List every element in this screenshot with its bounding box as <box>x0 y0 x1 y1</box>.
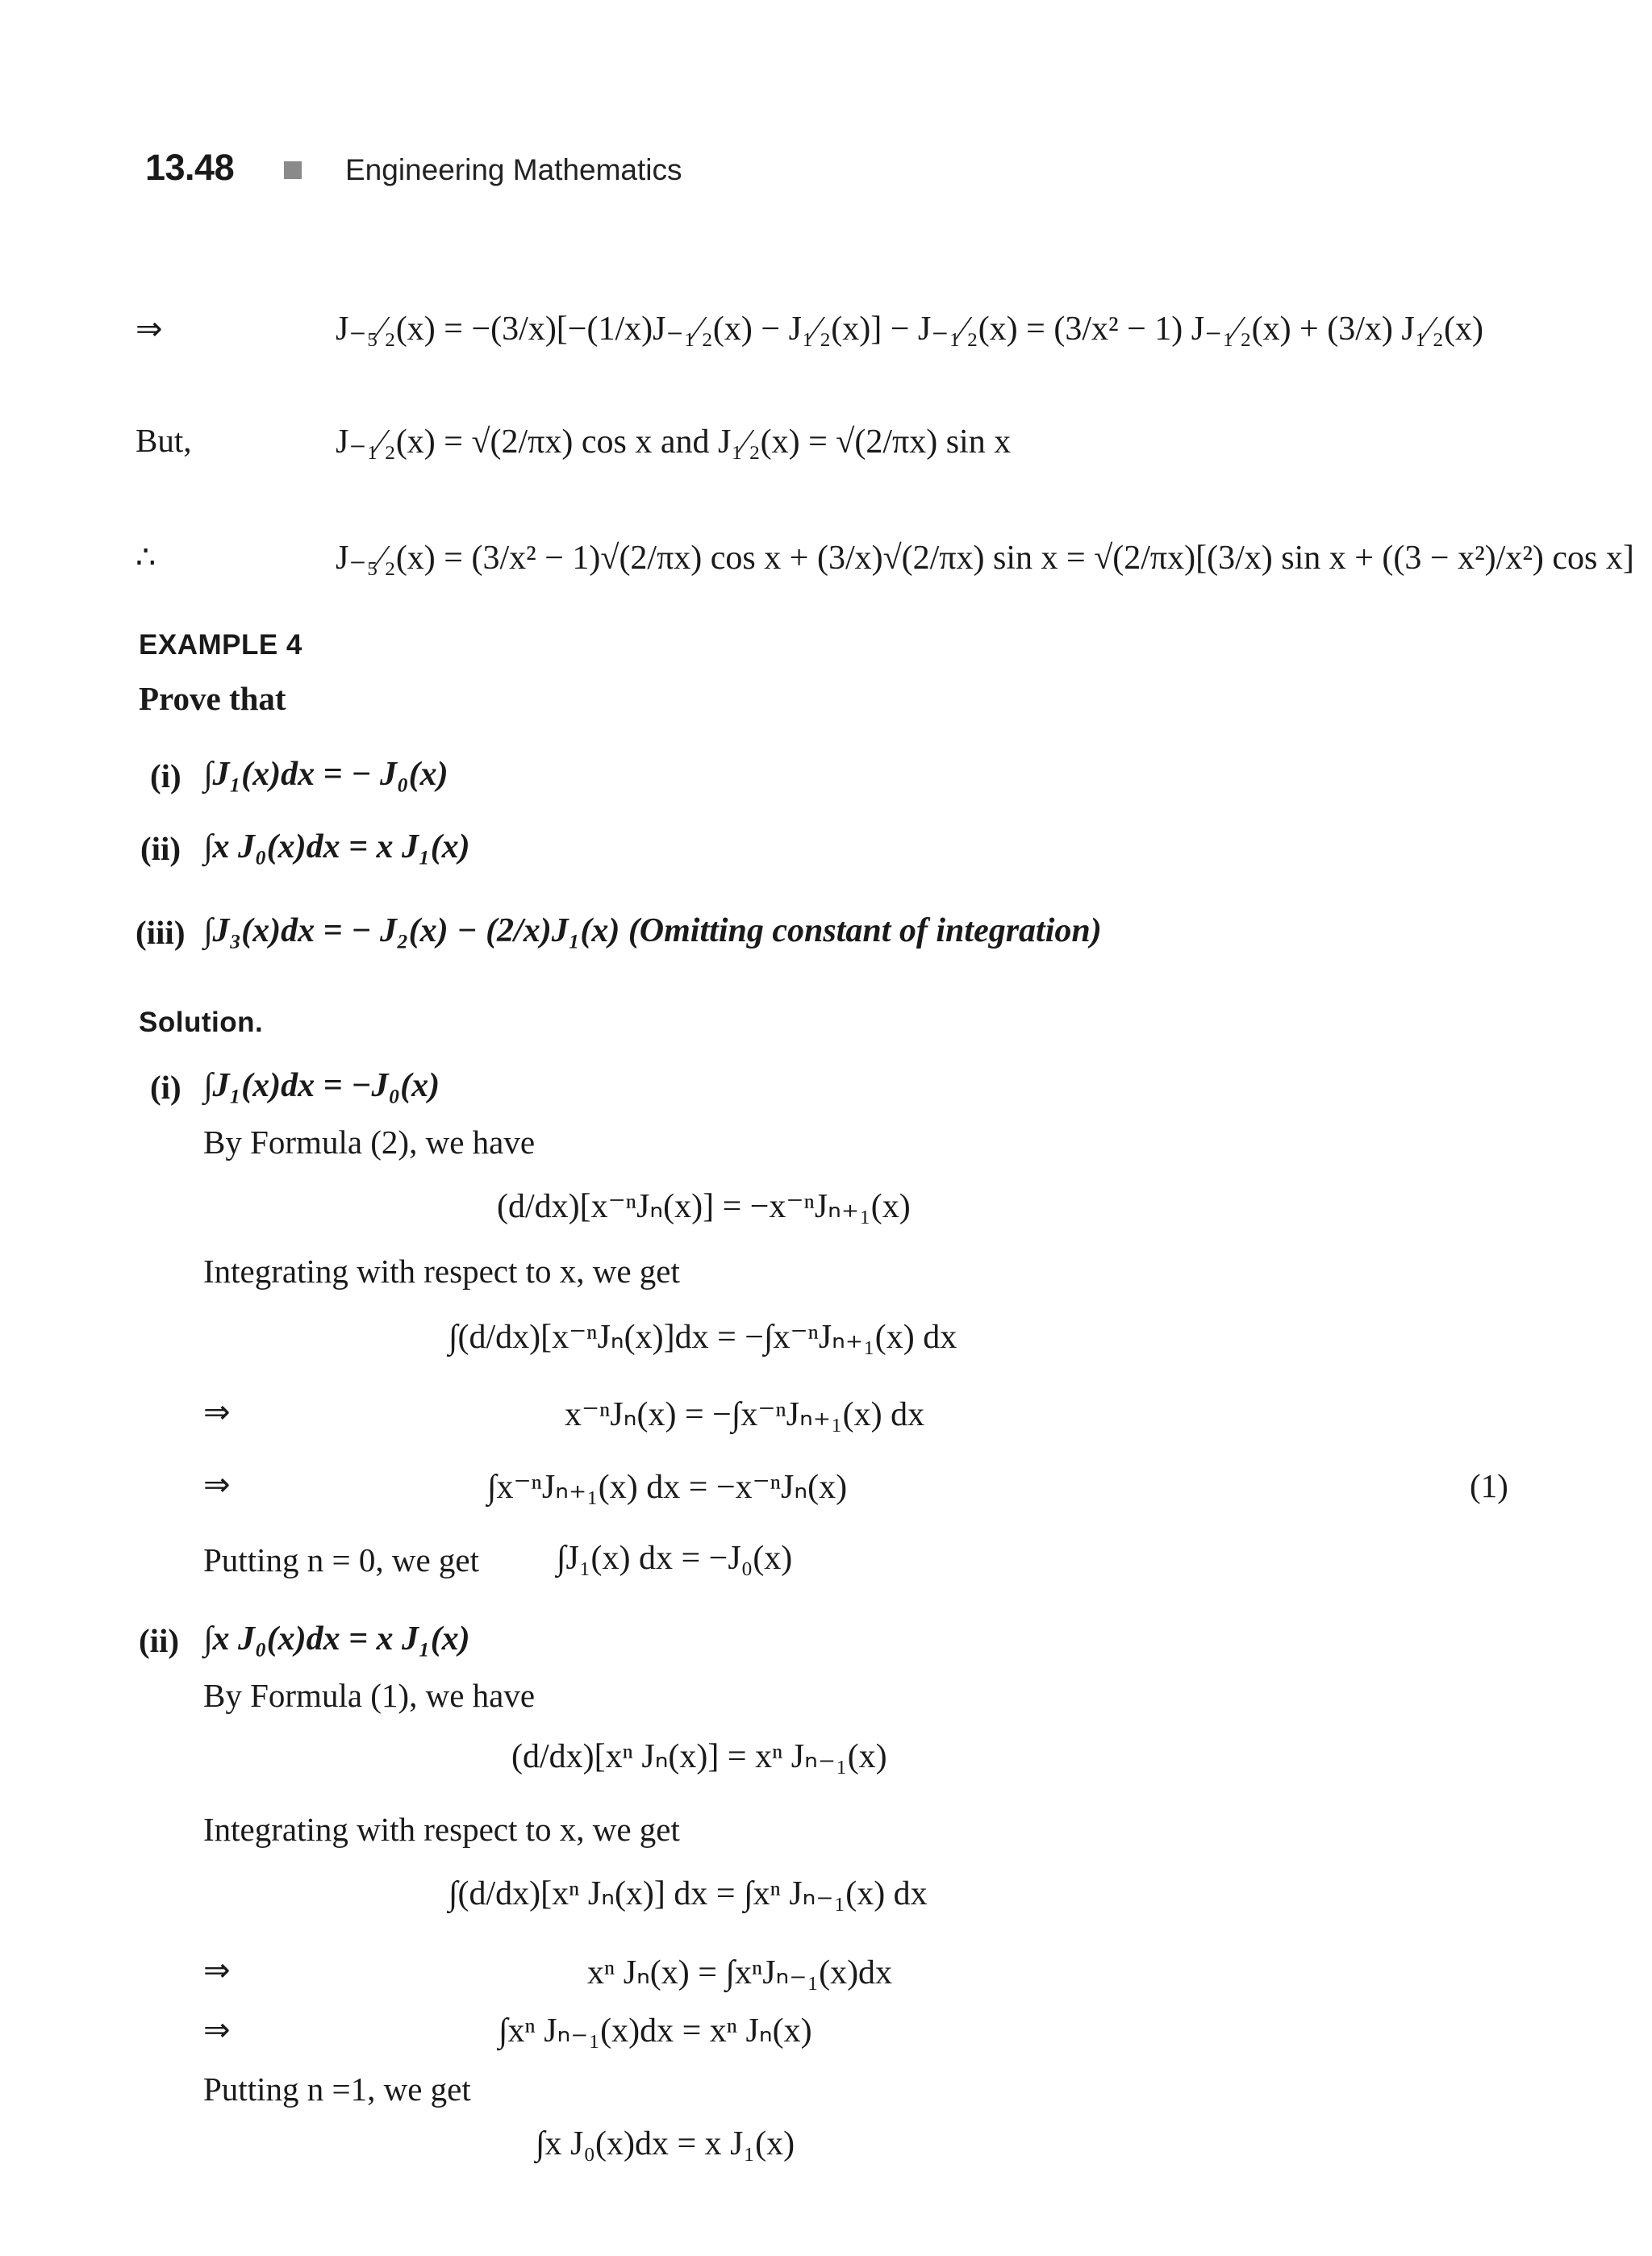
integration-step-i-1: ∫(d/dx)[x⁻ⁿJₙ(x)]dx = −∫x⁻ⁿJₙ₊₁(x) dx <box>448 1319 957 1356</box>
solution-part-heading-i: ∫J₁(x)dx = −J₀(x) <box>203 1067 440 1104</box>
integrating-text-ii: Integrating with respect to x, we get <box>203 1811 680 1848</box>
equation-j-minus-five-half-result: J₋₅⁄₂(x) = (3/x² − 1)√(2/πx) cos x + (3/x)√(2/πx) sin x = √(2/πx)[(3/x) sin x + ((3 − x²)/x²) cos x] <box>336 540 1634 577</box>
example-item-label-iii: (iii) <box>136 914 186 951</box>
solution-part-heading-ii: ∫x J₀(x)dx = x J₁(x) <box>203 1620 470 1658</box>
equation-j-half-definitions: J₋₁⁄₂(x) = √(2/πx) cos x and J₁⁄₂(x) = √(2/πx) sin x <box>336 423 1012 461</box>
implies-symbol: ⇒ <box>203 1952 231 1989</box>
result-ii: ∫x J₀(x)dx = x J₁(x) <box>536 2125 795 2162</box>
formula-one-intro: By Formula (1), we have <box>203 1677 536 1714</box>
prove-that-text: Prove that <box>139 680 286 717</box>
putting-text-i: Putting n = 0, we get <box>203 1541 479 1578</box>
therefore-symbol: ∴ <box>136 539 156 576</box>
page-number: 13.48 <box>145 147 235 188</box>
implies-symbol: ⇒ <box>203 1466 231 1503</box>
equation-j-minus-five-half: J₋₅⁄₂(x) = −(3/x)[−(1/x)J₋₁⁄₂(x) − J₁⁄₂(x)] − J₋₁⁄₂(x) = (3/x² − 1) J₋₁⁄₂(x) + (3/x) J₁⁄₂(x) <box>336 311 1483 348</box>
book-title: Engineering Mathematics <box>345 153 682 186</box>
example-item-expr-iii: ∫J₃(x)dx = − J₂(x) − (2/x)J₁(x) (Omitting constant of integration) <box>203 912 1102 949</box>
integrating-text-i: Integrating with respect to x, we get <box>203 1253 680 1290</box>
solution-heading: Solution. <box>139 1007 264 1038</box>
integration-step-i-3: ∫x⁻ⁿJₙ₊₁(x) dx = −x⁻ⁿJₙ(x) <box>487 1469 848 1506</box>
integration-step-ii-1: ∫(d/dx)[xⁿ Jₙ(x)] dx = ∫xⁿ Jₙ₋₁(x) dx <box>448 1875 928 1912</box>
example-item-label-ii: (ii) <box>140 830 181 867</box>
implies-symbol: ⇒ <box>203 2012 231 2049</box>
formula-one-equation: (d/dx)[xⁿ Jₙ(x)] = xⁿ Jₙ₋₁(x) <box>511 1738 887 1775</box>
formula-two-intro: By Formula (2), we have <box>203 1124 536 1161</box>
but-label: But, <box>136 422 192 459</box>
solution-part-label-ii: (ii) <box>139 1622 180 1659</box>
putting-text-ii: Putting n =1, we get <box>203 2070 471 2108</box>
integration-step-ii-2: xⁿ Jₙ(x) = ∫xⁿJₙ₋₁(x)dx <box>587 1954 893 1991</box>
example-heading: EXAMPLE 4 <box>139 629 302 661</box>
result-i: ∫J₁(x) dx = −J₀(x) <box>557 1540 793 1577</box>
example-item-label-i: (i) <box>150 757 181 794</box>
integration-step-i-2: x⁻ⁿJₙ(x) = −∫x⁻ⁿJₙ₊₁(x) dx <box>565 1396 925 1433</box>
formula-two-equation: (d/dx)[x⁻ⁿJₙ(x)] = −x⁻ⁿJₙ₊₁(x) <box>497 1188 911 1225</box>
example-item-expr-ii: ∫x J₀(x)dx = x J₁(x) <box>203 828 470 865</box>
example-item-expr-i: ∫J₁(x)dx = − J₀(x) <box>203 756 448 793</box>
implies-symbol: ⇒ <box>136 311 163 348</box>
implies-symbol: ⇒ <box>203 1394 231 1431</box>
square-bullet-icon <box>284 161 302 179</box>
equation-number: (1) <box>1470 1467 1508 1504</box>
solution-part-label-i: (i) <box>150 1069 181 1106</box>
integration-step-ii-3: ∫xⁿ Jₙ₋₁(x)dx = xⁿ Jₙ(x) <box>499 2012 812 2050</box>
